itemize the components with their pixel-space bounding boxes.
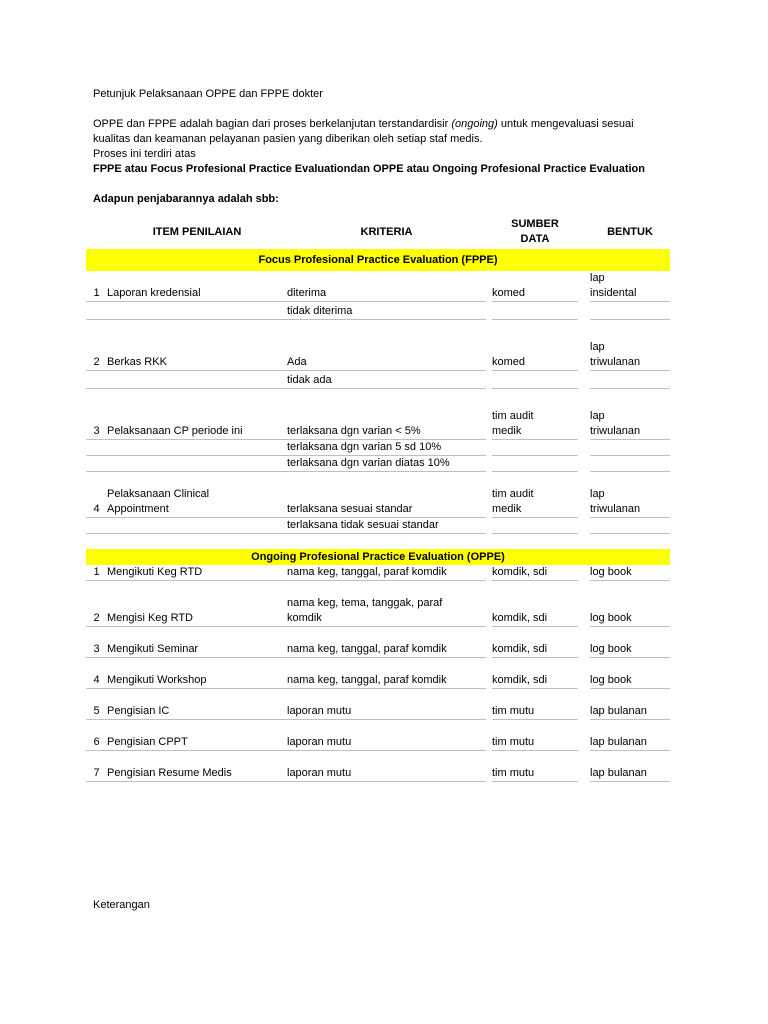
header-sumber: SUMBER DATA [511,218,559,245]
intro-line-1-italic: (ongoing) [451,118,498,130]
header-no [86,215,107,249]
intro-line-3: Proses ini terdiri atas [93,148,196,160]
evaluation-table [86,215,670,782]
fppe-section-row [86,249,670,271]
table-row: terlaksana dgn varian 5 sd 10% [86,440,670,456]
table-row: 3 Pelaksanaan CP periode ini terlaksana dgn varian < 5% tim audit medik lap triwulanan [86,409,670,440]
footer-keterangan: Keterangan [93,899,150,911]
table-row: 4 Mengikuti Workshop nama keg, tanggal, paraf komdik komdik, sdi log book [86,673,670,689]
intro-line-1-a: OPPE dan FPPE adalah bagian dari proses berkelanjutan terstandardisir [93,118,452,130]
table-header-row [86,215,670,249]
intro-line-1-c: untuk mengevaluasi sesuai [497,118,634,130]
table-row: 7 Pengisian Resume Medis laporan mutu tim mutu lap bulanan [86,766,670,782]
oppe-section-title: Ongoing Profesional Practice Evaluation (OPPE) [86,549,670,565]
table-row: 5 Pengisian IC laporan mutu tim mutu lap bulanan [86,704,670,720]
document-heading: Petunjuk Pelaksanaan OPPE dan FPPE dokter [93,88,323,100]
table-row: 2 Berkas RKK Ada komed lap triwulanan [86,340,670,371]
table-row: 1 Laporan kredensial diterima komed lap insidental [86,271,670,302]
table-row: 1 Mengikuti Keg RTD nama keg, tanggal, paraf komdik komdik, sdi log book [86,565,670,581]
intro-line-2: kualitas dan keamanan pelayanan pasien yang diberikan oleh setiap staf medis. [93,133,483,145]
intro-line-4 [93,162,645,177]
header-bentuk: BENTUK [607,225,653,238]
table-row: tidak ada [86,371,670,389]
intro-line-1 [93,117,634,132]
table-row: tidak diterima [86,302,670,320]
table-row: terlaksana tidak sesuai standar [86,518,670,534]
table-row: 3 Mengikuti Seminar nama keg, tanggal, paraf komdik komdik, sdi log book [86,642,670,658]
oppe-section-row [86,549,670,565]
header-kriteria: KRITERIA [360,225,413,238]
table-row: terlaksana dgn varian diatas 10% [86,456,670,472]
fppe-section-title: Focus Profesional Practice Evaluation (FPPE) [86,249,670,271]
subheading: Adapun penjabarannya adalah sbb: [93,193,279,205]
table-row: 6 Pengisian CPPT laporan mutu tim mutu lap bulanan [86,735,670,751]
table-row: 2 Mengisi Keg RTD nama keg, tema, tanggak, paraf komdik komdik, sdi log book [86,596,670,627]
intro-line-4-a: FPPE atau [93,163,151,175]
header-item: ITEM PENILAIAN [152,225,242,238]
table-row: 4 Pelaksanaan Clinical Appointment terlaksana sesuai standar tim audit medik lap triwulanan [86,487,670,518]
intro-line-4-b: Focus Profesional Practice Evaluationdan OPPE atau Ongoing Profesional Practice Evaluation [150,163,645,175]
